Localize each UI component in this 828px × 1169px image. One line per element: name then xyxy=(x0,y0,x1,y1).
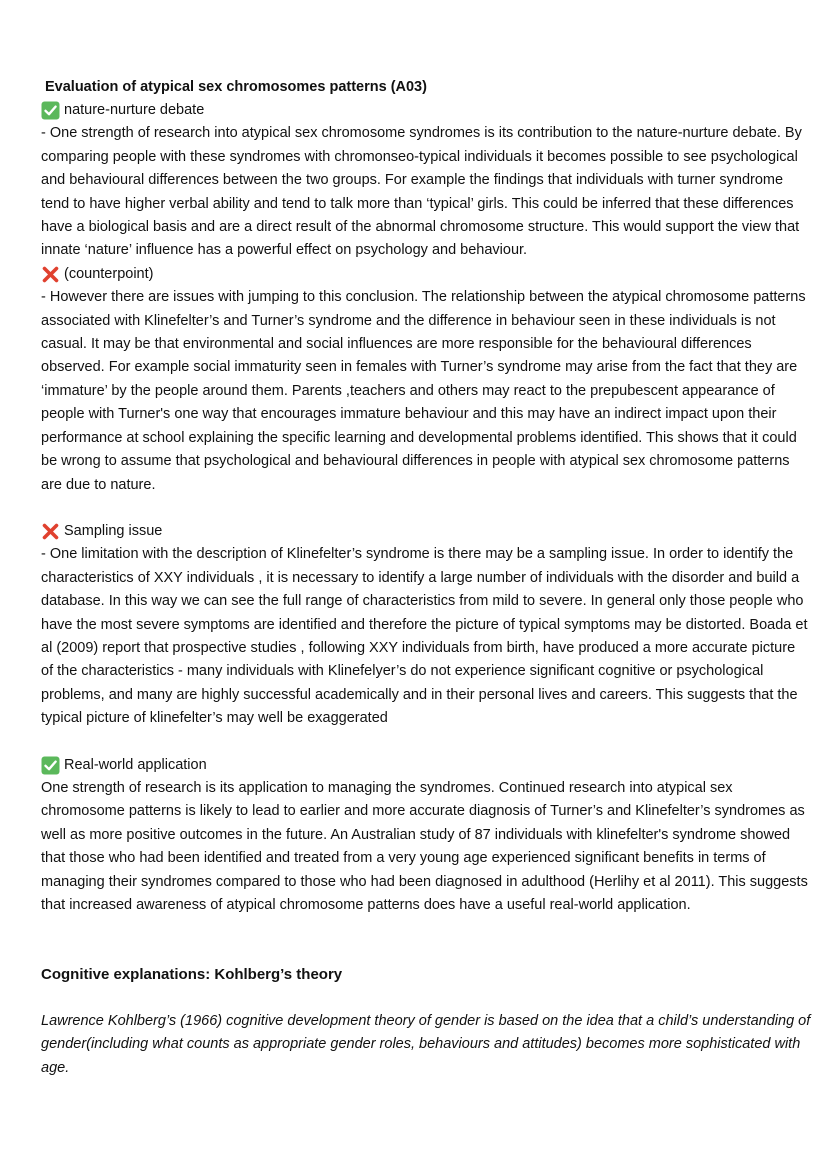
section-title: Sampling issue xyxy=(64,522,163,539)
kohlberg-intro: Lawrence Kohlberg’s (1966) cognitive development theory of gender is based on the idea that a child’s understanding of gender(including what counts as appropriate gender roles, behaviours and attitudes) becomes more sophisticated with age. xyxy=(41,1012,811,1076)
check-mark-icon xyxy=(41,756,60,775)
section-header xyxy=(41,99,811,122)
section-real-world-application xyxy=(41,754,811,918)
spacer xyxy=(41,731,811,754)
kohlberg-heading: Cognitive explanations: Kohlberg’s theory xyxy=(41,966,343,984)
section-body: - One strength of research into atypical sex chromosome syndromes is its contribution to the nature-nurture debate. By comparing people with these syndromes with chromonseo-typical individuals it becomes possible to see psychological and behavioural differences between the two groups. For example the findings that individuals with turner syndrome tend to have higher verbal ability and tend to talk more than ‘typical’ girls. This could be inferred that these differences have a biological basis and are a direct result of the abnormal chromosome structure. This would support the view that innate ‘nature’ influence has a powerful effect on psychology and behaviour. xyxy=(41,125,802,259)
spacer xyxy=(41,987,811,1010)
document-heading: Evaluation of atypical sex chromosomes patterns (A03) xyxy=(45,79,427,95)
check-mark-icon xyxy=(41,101,60,120)
cross-mark-icon xyxy=(41,265,60,284)
section-header xyxy=(41,263,811,286)
section-header xyxy=(41,754,811,777)
section-title: (counterpoint) xyxy=(64,265,154,282)
section-body: One strength of research is its application to managing the syndromes. Continued research into atypical sex chromosome patterns is likely to lead to earlier and more accurate diagnosis of Turner’s and Klinefelter’s syndromes as well as more positive outcomes in the future. An Australian study of 87 individuals with klinefelter's syndrome showed that those who had been identified and treated from a very young age experienced significant benefits in terms of managing their syndromes compared to those who had been diagnosed in adulthood (Herlihy et al 2011). This suggests that increased awareness of atypical chromosome patterns does have a useful real-world application. xyxy=(41,779,808,913)
spacer xyxy=(41,497,811,520)
section-body: - One limitation with the description of Klinefelter’s syndrome is there may be a sampling issue. In order to identify the characteristics of XXY individuals , it is necessary to identify a large number of individuals with the disorder and build a database. In this way we can see the full range of characteristics from mild to severe. In general only those people who have the most severe symptoms are identified and therefore the picture of typical symptoms may be distorted. Boada et al (2009) report that prospective studies , following XXY individuals from birth, have produced a more accurate picture of the characteristics - many individuals with Klinefelyer’s do not experience significant cognitive or psychological problems, and many are highly successful academically and in their personal lives and careers. This suggests that the typical picture of klinefelter’s may well be exaggerated xyxy=(41,546,808,727)
document-page xyxy=(41,76,811,1080)
section-nature-nurture xyxy=(41,99,811,263)
section-title: nature-nurture debate xyxy=(64,102,205,118)
spacer xyxy=(41,917,811,963)
section-body: - However there are issues with jumping to this conclusion. The relationship between the atypical chromosome patterns associated with Klinefelter’s and Turner’s syndrome and the difference in behaviour seen in these individuals is not casual. It may be that environmental and social influences are more responsible for the behavioural differences observed. For example social immaturity seen in females with Turner’s syndrome may arise from the fact that they are ‘immature’ by the people around them. Parents ,teachers and others may react to the prepubescent appearance of people with Turner's one way that encourages immature behaviour and this may have an indirect impact upon their performance at school explaining the specific learning and developmental problems identified. This shows that it could be wrong to assume that psychological and behavioural differences in people with atypical sex chromosome patterns are due to nature. xyxy=(41,289,806,493)
section-counterpoint xyxy=(41,263,811,497)
section-title: Real-world application xyxy=(64,756,207,773)
section-sampling-issue xyxy=(41,520,811,731)
section-header xyxy=(41,520,811,543)
cross-mark-icon xyxy=(41,522,60,541)
